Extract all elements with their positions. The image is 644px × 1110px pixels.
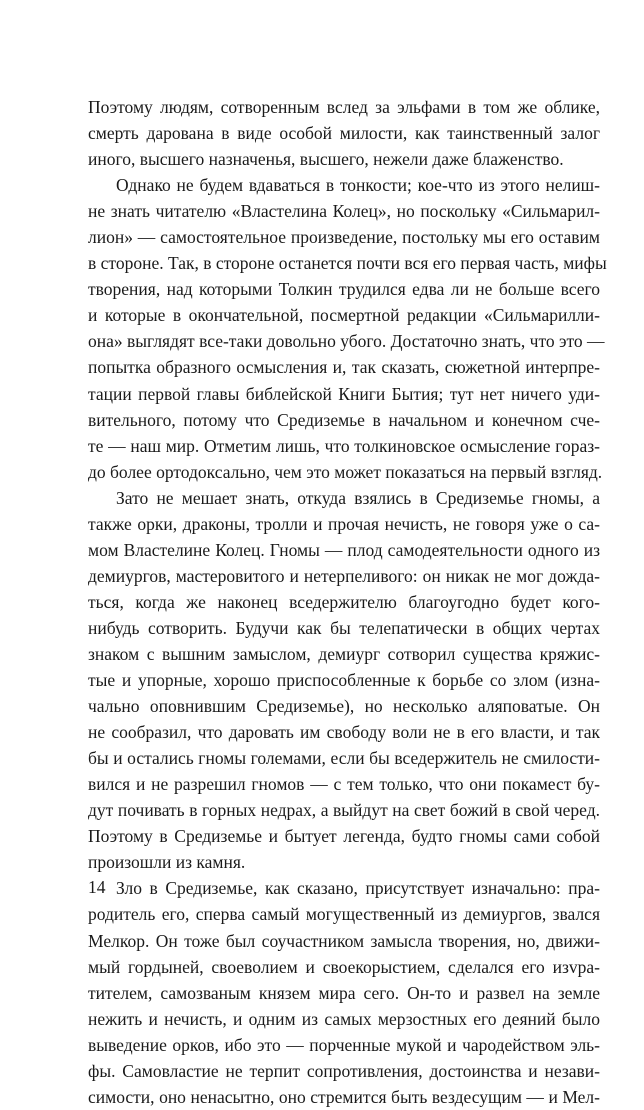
text-line: ться, когда же наконец вседержителю благоугодно будет кого- [88, 591, 600, 612]
text-line: бы и остались гномы големами, если бы вседержитель не смилости- [88, 748, 600, 769]
text-line: тые и упорные, хорошо приспособленные к борьбе со злом (изна- [88, 670, 600, 691]
text-line: родитель его, сперва самый могущественный из демиургов, звался [88, 904, 600, 925]
text-line: тации первой главы библейской Книги Бытия; тут нет ничего уди- [88, 383, 600, 404]
text-line: в стороне. Так, в стороне останется почти вся его первая часть, мифы [88, 253, 607, 274]
text-line: и которые в окончательной, посмертной редакции «Сильмарилли- [88, 305, 600, 326]
page-number: 14 [88, 877, 106, 897]
text-line: выведение орков, ибо это — порченные мукой и чародейством эль- [88, 1034, 600, 1055]
text-line: мый гордыней, своеволием и своекорыстием, сделался его изvра- [88, 956, 600, 977]
text-line: нибудь сотворить. Будучи как бы телепатически в общих чертах [88, 617, 600, 638]
text-line: Однако не будем вдаваться в тонкости; кое-что из этого нелиш- [116, 175, 600, 196]
text-line: Поэтому в Средиземье и бытует легенда, будто гномы сами собой [88, 826, 600, 847]
text-line: Поэтому людям, сотворенным вслед за эльфами в том же облике, [88, 97, 600, 117]
text-line: знаком с вышним замыслом, демиург сотворил существа кряжис- [88, 643, 600, 664]
body-text [88, 94, 607, 1110]
text-line: она» выглядят все-таки довольно убого. Достаточно знать, что это — [88, 331, 605, 352]
text-line: вился и не разрешил гномов — с тем только, что они покамест бу- [88, 774, 600, 795]
text-line: до более ортодоксально, чем это может показаться на первый взгляд. [88, 461, 603, 482]
text-line: фы. Самовластие не терпит сопротивления, достоинства и незави- [88, 1060, 600, 1081]
text-line: также орки, драконы, тролли и прочая нечисть, не говоря уже о са- [88, 513, 600, 534]
text-line: смерть дарована в виде особой милости, как таинственный залог [88, 123, 600, 144]
text-line: симости, оно ненасытно, оно стремится быть вездесущим — и Мел- [88, 1086, 600, 1107]
text-line: произошли из камня. [88, 852, 246, 873]
text-line: лион» — самостоятельное произведение, постольку мы его оставим [88, 227, 600, 248]
text-line: Зло в Средиземье, как сказано, присутствует изначально: пра- [116, 878, 600, 899]
text-line: дут почивать в горных недрах, а выйдут на свет божий в свой черед. [88, 800, 600, 821]
text-line: нежить и нечисть, и одним из самых мерзостных его деяний было [88, 1008, 600, 1029]
text-line: иного, высшего назначенья, высшего, нежели даже блаженство. [88, 149, 564, 170]
text-line: чально оповнившим Средиземье), но несколько аляповатые. Он [88, 696, 600, 717]
text-line: Зато не мешает знать, откуда взялись в Средиземье гномы, а [116, 487, 600, 508]
text-line: те — наш мир. Отметим лишь, что толкиновское осмысление гораз- [88, 435, 600, 456]
text-line: творения, над которыми Толкин трудился едва ли не больше всего [88, 279, 600, 300]
text-line: попытка образного осмысления и, так сказать, сюжетной интерпре- [88, 357, 600, 378]
text-line: не сообразил, что даровать им свободу воли не в его власти, и так [88, 722, 600, 743]
text-line: вительного, потому что Средиземье в начальном и конечном сче- [88, 409, 600, 430]
text-line: тителем, самозваным князем мира сего. Он-то и развел на земле [88, 982, 600, 1003]
text-line: не знать читателю «Властелина Колец», но поскольку «Сильмарил- [88, 201, 600, 222]
text-line: Мелкор. Он тоже был соучастником замысла творения, но, движи- [88, 930, 600, 951]
text-line: демиургов, мастеровитого и нетерпеливого: он никак не мог дожда- [88, 565, 600, 586]
text-line: мом Властелине Колец. Гномы — плод самодеятельности одного из [88, 539, 600, 560]
